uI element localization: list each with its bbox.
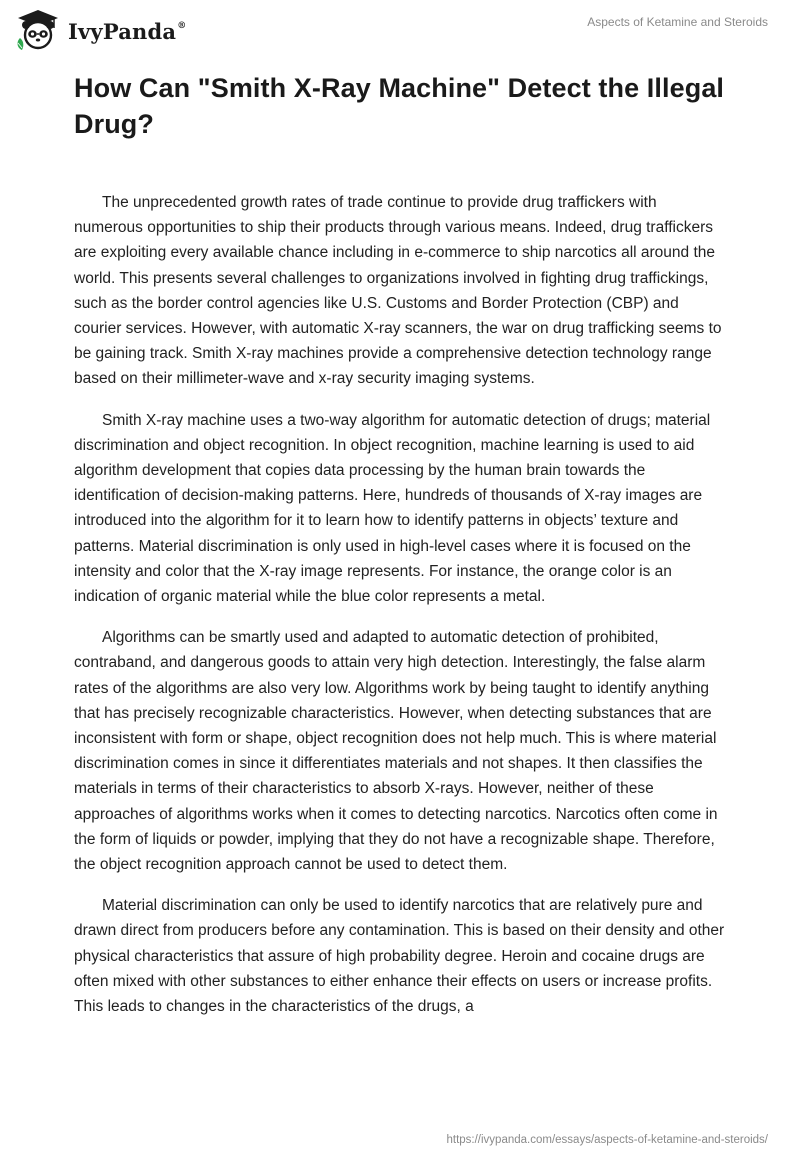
source-url[interactable]: https://ivypanda.com/essays/aspects-of-ketamine-and-steroids/ <box>446 1134 768 1146</box>
paragraph: Algorithms can be smartly used and adapted to automatic detection of prohibited, contraband, and dangerous goods to attain very high detection. Interestingly, the false alarm rates of the algorithms are also very low. Algorithms work by being taught to identify anything that has precisely recognizable characteristics. However, when detecting substances that are inconsistent with form or shape, object recognition does not help much. This is where material discrimination comes in since it differentiates materials and not shapes. It then classifies the materials in terms of their characteristics to absorb X-rays. However, neither of these approaches of algorithms works when it comes to detecting narcotics. Narcotics often come in the form of liquids or powder, implying that they do not have a recognizable shape. Therefore, the object recognition approach cannot be used to detect them. <box>74 629 718 874</box>
paragraph: The unprecedented growth rates of trade continue to provide drug traffickers with numerous opportunities to ship their products through various means. Indeed, drug traffickers are exploiting every available chance including in e-commerce to ship narcotics all around the world. This presents several challenges to organizations involved in fighting drug traffickings, such as the border control agencies like U.S. Customs and Border Protection (CBP) and courier services. However, with automatic X-ray scanners, the war on drug trafficking seems to be gaining track. Smith X-ray machines provide a comprehensive detection technology range based on their millimeter-wave and x-ray security imaging systems. <box>74 194 722 388</box>
paragraph: Material discrimination can only be used to identify narcotics that are relatively pure and drawn direct from producers before any contamination. This is based on their density and other physical characteristics that assure of high probability degree. Heroin and cocaine drugs are often mixed with other substances to either enhance their effects on users or increase profits. This leads to changes in the characteristics of the drugs, a <box>74 897 725 1016</box>
article-heading: How Can "Smith X-Ray Machine" Detect the Illegal Drug? <box>74 73 725 139</box>
paragraph: Smith X-ray machine uses a two-way algorithm for automatic detection of drugs; material discrimination and object recognition. In object recognition, machine learning is used to aid algorithm development that copies data processing by the human brain towards the identification of decision-making patterns. Here, hundreds of thousands of X-ray images are introduced into the algorithm for it to learn how to identify patterns in objects’ texture and patterns. Material discrimination is only used in high-level cases where it is focused on the intensity and color that the X-ray image represents. For instance, the orange color is an indication of organic material while the blue color represents a metal. <box>74 411 711 606</box>
brand-name-text: IvyPanda <box>68 18 177 44</box>
panda-graduate-icon <box>14 8 62 52</box>
ivypanda-logo[interactable] <box>14 8 186 52</box>
brand-name <box>68 19 186 44</box>
article-body <box>74 190 726 1019</box>
registered-mark: ® <box>177 20 187 31</box>
article <box>74 70 726 1035</box>
page-header <box>0 0 800 60</box>
document-title: Aspects of Ketamine and Steroids <box>587 15 768 29</box>
